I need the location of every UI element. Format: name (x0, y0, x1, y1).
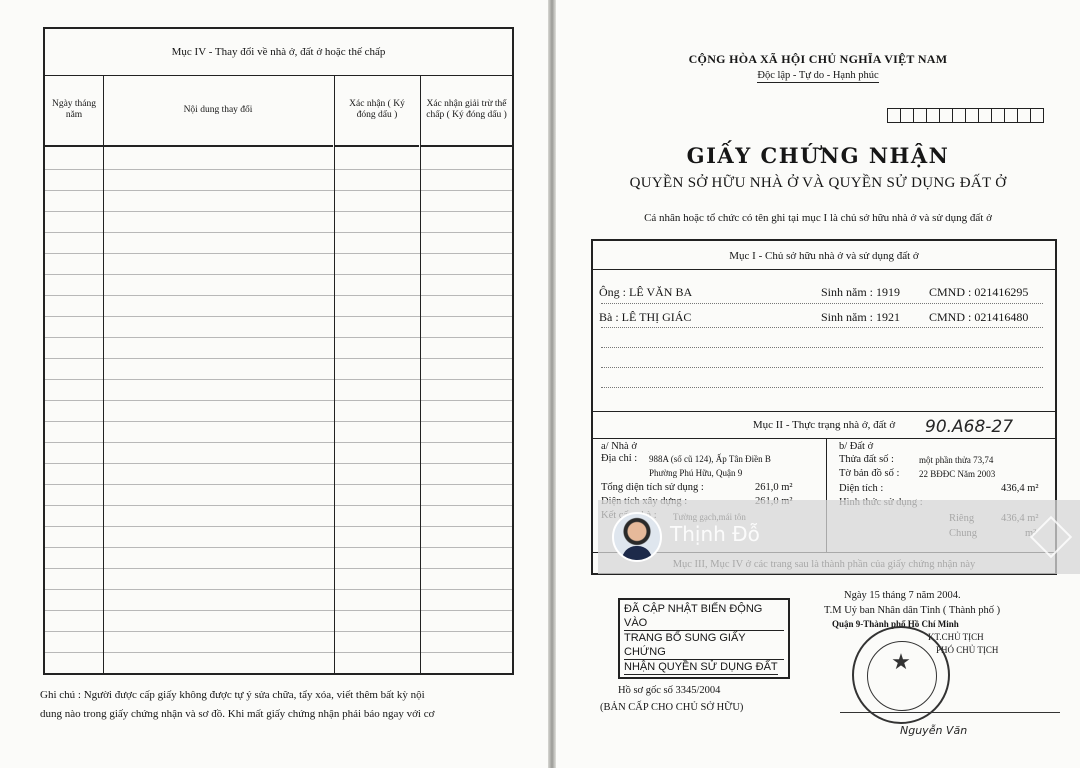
col-content-header: Nội dung thay đổi (103, 75, 333, 147)
dotted-line (601, 367, 1043, 368)
issue-date: Ngày 15 tháng 7 năm 2004. (844, 590, 961, 601)
watermark-banner (598, 500, 1080, 574)
dotted-line (601, 347, 1043, 348)
changes-table (43, 27, 514, 675)
owner-2-id: CMND : 021416480 (929, 310, 1029, 324)
table-rows (45, 149, 512, 673)
footnote (40, 686, 530, 724)
certificate-title: GIẤY CHỨNG NHẬN (686, 143, 950, 168)
col-date-header: Ngày tháng năm (45, 75, 103, 147)
parcel-value: một phần thửa 73,74 (919, 455, 994, 465)
dotted-line (601, 387, 1043, 388)
map-label: Tờ bản đồ số : (839, 468, 900, 479)
dotted-line (601, 303, 1043, 304)
signature-stroke (840, 712, 1060, 713)
stamp-note-line-3: NHẬN QUYỀN SỬ DỤNG ĐẤT (624, 661, 778, 673)
owner-1-name: Ông : LÊ VĂN BA (599, 285, 693, 299)
land-area-label: Diện tích : (839, 483, 884, 494)
motto-text: Độc lập - Tự do - Hạnh phúc (757, 70, 879, 81)
col-release-header: Xác nhận giải trừ thế chấp ( Ký đóng dấu ) (421, 75, 512, 147)
house-label: a/ Nhà ở (601, 441, 637, 452)
right-page (556, 0, 1080, 768)
section-iv-title: Mục IV - Thay đổi về nhà ở, đất ở hoặc thế chấp (45, 29, 512, 76)
original-file-number: Hồ sơ gốc số 3345/2004 (618, 685, 721, 696)
nation-header: CỘNG HÒA XÃ HỘI CHỦ NGHĨA VIỆT NAM (688, 52, 948, 66)
handwritten-number: 90.A68-27 (925, 417, 1014, 437)
owner-2-name: Bà : LÊ THỊ GIÁC (599, 310, 692, 324)
owner-1-id: CMND : 021416295 (929, 285, 1029, 299)
footnote-line-2: dung nào trong giấy chứng nhận và sơ đồ. Khi mất giấy chứng nhận phải báo ngay với cơ (40, 708, 435, 720)
update-stamp-note (618, 598, 790, 679)
certificate-subtitle: QUYỀN SỞ HỮU NHÀ Ở VÀ QUYỀN SỬ DỤNG ĐẤT Ở (629, 175, 1007, 191)
column-divider (103, 75, 104, 673)
total-area-value: 261,0 m² (755, 482, 793, 493)
stamp-vice-chairman: PHÓ CHỦ TỊCH (936, 645, 999, 655)
column-divider (420, 75, 421, 673)
signature-name: Nguyễn Văn (900, 724, 968, 737)
motto (556, 70, 1080, 81)
certificate-intro: Cá nhân hoặc tổ chức có tên ghi tại mục I là chủ sở hữu nhà ở và sử dụng đất ở (644, 212, 992, 224)
land-area-value: 436,4 m² (1001, 483, 1039, 494)
copy-note: (BẢN CẤP CHO CHỦ SỞ HỮU) (600, 702, 744, 713)
dotted-line (601, 327, 1043, 328)
stamp-note-line-1: ĐÃ CẬP NHẬT BIẾN ĐỘNG VÀO (624, 602, 784, 631)
serial-number-boxes (888, 108, 1044, 123)
authority-line-2: Quận 9-Thành phố Hồ Chí Minh (832, 619, 959, 629)
seal-star-icon: ★ (891, 650, 911, 675)
logo-icon (1030, 516, 1072, 558)
col-confirm-header: Xác nhận ( Ký đóng dấu ) (335, 75, 419, 147)
section-i-heading: Mục I - Chủ sở hữu nhà ở và sử dụng đất ở (593, 243, 1055, 270)
section-ii-heading: Mục II - Thực trạng nhà ở, đất ở (593, 411, 1055, 439)
parcel-label: Thửa đất số : (839, 454, 894, 465)
address-line-2: Phường Phú Hữu, Quận 9 (649, 468, 743, 478)
footnote-line-1: Ghi chú : Người được cấp giấy không được tự ý sửa chữa, tẩy xóa, viết thêm bất kỳ nội (40, 689, 425, 701)
page-fold (548, 0, 556, 768)
avatar (612, 512, 662, 562)
land-label: b/ Đất ở (839, 441, 874, 452)
address-label: Địa chỉ : (601, 453, 638, 464)
watermark-name: Thịnh Đỗ (670, 522, 760, 546)
map-value: 22 BĐĐC Năm 2003 (919, 469, 996, 479)
column-divider (334, 75, 335, 673)
stamp-note-line-2: TRANG BỔ SUNG GIẤY CHỨNG (624, 631, 784, 660)
stamp-chairman: KT.CHỦ TỊCH (928, 632, 984, 642)
owner-1-birth: Sinh năm : 1919 (821, 285, 901, 299)
authority-line-1: T.M Uỷ ban Nhân dân Tỉnh ( Thành phố ) (824, 605, 1001, 616)
address-line-1: 988A (số cũ 124), Ấp Tân Điền B (649, 454, 771, 464)
owner-2-birth: Sinh năm : 1921 (821, 310, 901, 324)
total-area-label: Tổng diện tích sử dụng : (601, 482, 704, 493)
official-seal-icon (852, 626, 950, 724)
